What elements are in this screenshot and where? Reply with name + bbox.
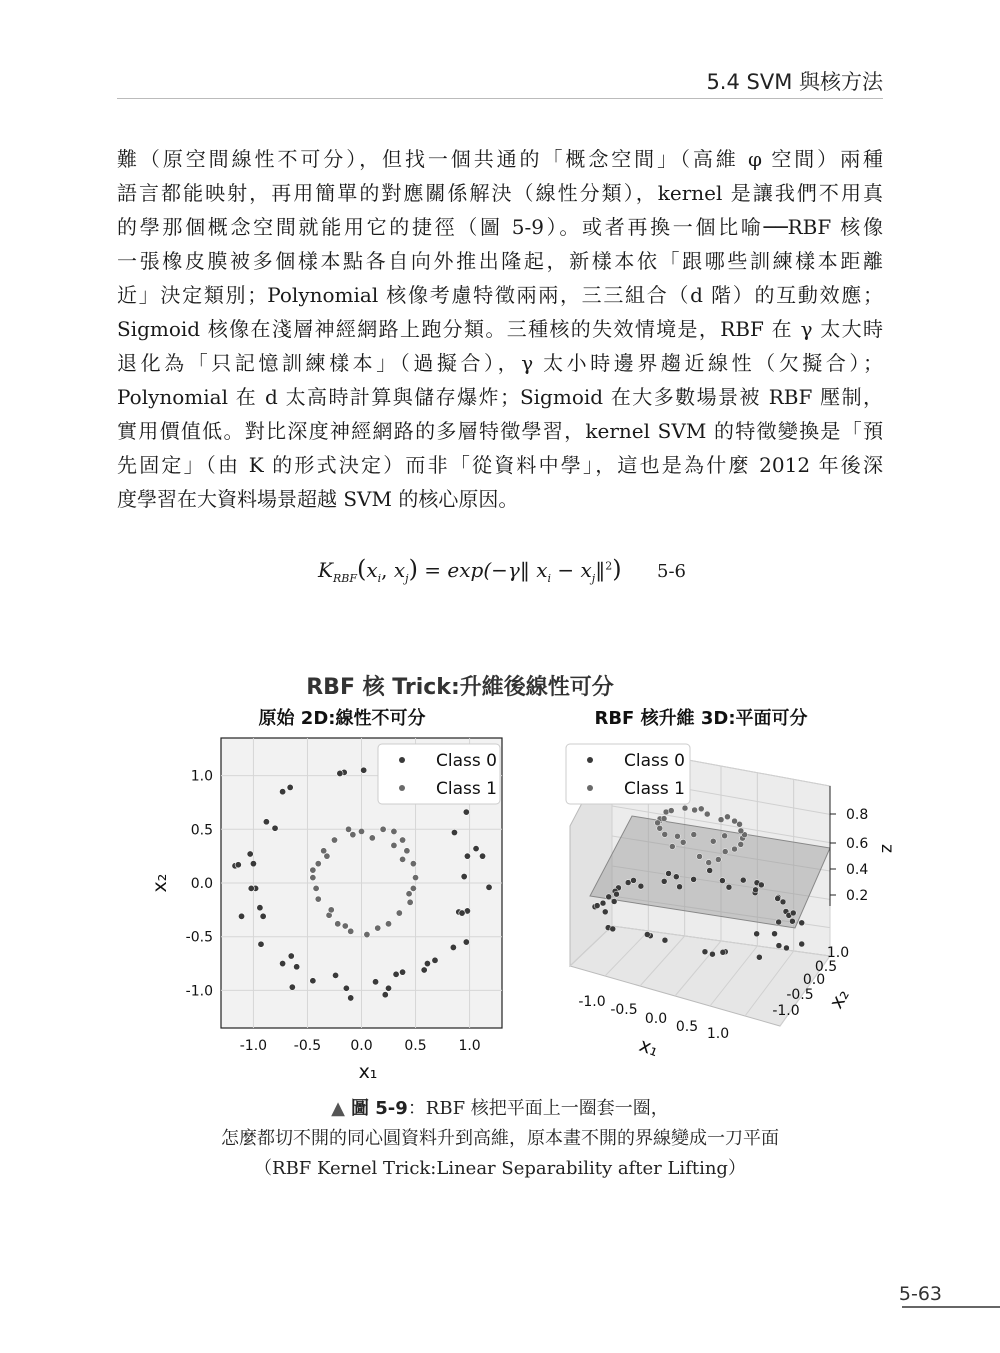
point-class-0 — [459, 910, 465, 916]
x-tick-label: 1.0 — [458, 1038, 481, 1054]
point-class-1 — [358, 828, 364, 834]
y-tick-label: -0.5 — [185, 929, 213, 946]
point-3d-class-1 — [680, 839, 686, 845]
page-number-rule — [902, 1306, 1000, 1308]
caption-text-1: ：RBF 核把平面上一圈套一圈， — [407, 1098, 669, 1119]
point-3d-class-1 — [669, 844, 675, 850]
point-class-1 — [350, 831, 356, 837]
x-tick-label-3d: -0.5 — [610, 1002, 638, 1018]
point-class-0 — [235, 862, 241, 868]
right-3d-plot — [566, 744, 897, 1061]
figure-svg — [140, 666, 897, 1086]
point-class-0 — [464, 853, 470, 859]
point-class-0 — [279, 960, 285, 966]
point-3d-class-1 — [662, 831, 668, 837]
point-class-0 — [463, 809, 469, 815]
point-class-0 — [382, 992, 388, 998]
point-3d-class-0 — [799, 941, 805, 947]
equation-rbf-kernel — [318, 555, 622, 591]
paragraph-line: 近」決定類別；Polynomial 核像考慮特徵兩兩，三三組合（d 階）的互動效應； — [117, 283, 883, 307]
left-subplot-title: 原始 2D:線性不可分 — [258, 708, 426, 729]
point-class-0 — [258, 941, 264, 947]
y-tick-label-3d: -0.5 — [786, 987, 814, 1003]
paragraph-line: 實用價值低。對比深度神經網路的多層特徵學習，kernel SVM 的特徵變換是「預 — [117, 419, 883, 443]
legend-label-class-0: Class 0 — [624, 751, 685, 771]
y-tick-label: 0.0 — [190, 876, 213, 892]
caption-line-3: （RBF Kernel Trick:Linear Separability after Lifting） — [254, 1158, 746, 1179]
point-class-1 — [335, 921, 341, 927]
point-class-1 — [404, 848, 410, 854]
triangle-icon: ▲ — [331, 1098, 346, 1119]
point-3d-class-0 — [719, 878, 725, 884]
eq-equals: = — [417, 558, 448, 582]
y-tick-label-3d: 1.0 — [826, 945, 850, 961]
point-3d-class-0 — [799, 920, 805, 926]
paragraph-line: 度學習在大資料場景超越 SVM 的核心原因。 — [117, 487, 519, 511]
eq-xi: x — [536, 558, 548, 582]
x-tick-label-3d: 0.0 — [644, 1011, 668, 1027]
point-class-0 — [332, 972, 338, 978]
point-class-0 — [310, 978, 316, 984]
point-3d-class-1 — [724, 814, 730, 820]
x-tick-label-3d: -1.0 — [578, 994, 606, 1010]
equation-number: 5-6 — [657, 561, 686, 582]
point-class-1 — [407, 899, 413, 905]
point-3d-class-1 — [661, 816, 667, 822]
point-3d-class-0 — [638, 883, 644, 889]
left-scatter-plot — [149, 738, 502, 1083]
x-tick-label-3d: 1.0 — [706, 1026, 730, 1042]
point-3d-class-1 — [655, 820, 661, 826]
point-3d-class-1 — [732, 846, 738, 852]
point-3d-class-0 — [702, 949, 708, 955]
section-title: 5.4 SVM 與核方法 — [706, 70, 883, 94]
point-class-0 — [337, 770, 343, 776]
z-tick-label: 0.6 — [846, 836, 869, 852]
point-3d-class-1 — [738, 828, 744, 834]
point-class-1 — [406, 891, 412, 897]
point-3d-class-0 — [726, 884, 732, 890]
paragraph-line: 先固定」（由 K 的形式決定）而非「從資料中學」，這也是為什麼 2012 年後深 — [117, 453, 883, 477]
point-3d-class-0 — [775, 895, 781, 901]
point-class-1 — [328, 907, 334, 913]
point-3d-class-1 — [682, 805, 688, 811]
point-class-0 — [293, 964, 299, 970]
figure-caption — [117, 1094, 883, 1184]
point-3d-class-0 — [790, 910, 796, 916]
z-tick-label: 0.8 — [846, 807, 869, 823]
eq-xj: x — [393, 558, 406, 582]
point-3d-class-0 — [740, 877, 746, 883]
point-3d-class-0 — [776, 943, 782, 949]
point-class-0 — [289, 984, 295, 990]
paragraph-line: 退化為「只記憶訓練樣本」（過擬合），γ 太小時邊界趨近線性（欠擬合）； — [117, 351, 883, 375]
point-3d-class-0 — [720, 949, 726, 955]
y-tick-label-3d: -1.0 — [772, 1003, 800, 1019]
point-class-1 — [313, 885, 319, 891]
y-tick-label: -1.0 — [185, 983, 213, 1000]
point-3d-class-0 — [754, 931, 760, 937]
point-class-0 — [288, 953, 294, 959]
point-3d-class-0 — [691, 876, 697, 882]
point-3d-class-0 — [780, 899, 786, 905]
left-legend — [378, 744, 500, 804]
eq-sub-i: i — [377, 572, 382, 585]
left-y-axis-label: x₂ — [149, 873, 171, 893]
point-class-0 — [432, 957, 438, 963]
legend-label-class-1: Class 1 — [624, 779, 685, 799]
point-3d-class-0 — [614, 891, 620, 897]
point-3d-class-0 — [602, 909, 608, 915]
point-3d-class-1 — [697, 853, 703, 859]
point-3d-class-0 — [600, 900, 606, 906]
right-z-axis-label: z — [877, 844, 897, 853]
paragraph-line: Polynomial 在 d 太高時計算與儲存爆炸；Sigmoid 在大多數場景被 RBF 壓制， — [117, 385, 883, 409]
point-class-0 — [250, 860, 256, 866]
eq-k: K — [318, 558, 333, 582]
paragraph-line: Sigmoid 核像在淺層神經網路上跑分類。三種核的失效情境是，RBF 在 γ 太大時 — [117, 317, 883, 341]
point-class-1 — [347, 928, 353, 934]
point-class-1 — [391, 842, 397, 848]
body-paragraph — [117, 142, 883, 516]
point-3d-class-0 — [709, 951, 715, 957]
eq-xi: x — [366, 558, 378, 582]
point-3d-class-1 — [657, 825, 663, 831]
point-class-0 — [473, 845, 479, 851]
point-class-1 — [399, 837, 405, 843]
point-3d-class-1 — [704, 811, 710, 817]
point-3d-class-0 — [594, 903, 600, 909]
point-3d-class-0 — [758, 882, 764, 888]
point-3d-class-1 — [722, 833, 728, 839]
y-tick-label: 0.5 — [190, 822, 213, 839]
point-class-0 — [257, 905, 263, 911]
point-class-0 — [451, 829, 457, 835]
y-tick-label-3d: 0.5 — [814, 959, 838, 975]
point-class-1 — [410, 860, 416, 866]
point-class-1 — [399, 856, 405, 862]
point-3d-class-0 — [606, 894, 612, 900]
point-class-0 — [287, 784, 293, 790]
point-3d-class-0 — [611, 898, 617, 904]
point-class-1 — [331, 837, 337, 843]
eq-minus: − — [551, 558, 581, 582]
point-class-1 — [364, 931, 370, 937]
point-3d-class-0 — [776, 919, 782, 925]
point-class-0 — [279, 789, 285, 795]
figure-5-9 — [140, 666, 897, 1086]
point-3d-class-0 — [644, 931, 650, 937]
point-3d-class-0 — [662, 937, 668, 943]
point-class-1 — [412, 874, 418, 880]
point-class-1 — [315, 860, 321, 866]
point-class-0 — [272, 825, 278, 831]
right-y-axis-label: x₂ — [825, 985, 854, 1013]
point-class-0 — [385, 985, 391, 991]
point-3d-class-0 — [789, 918, 795, 924]
point-class-0 — [247, 851, 253, 857]
left-x-axis-label: x₁ — [358, 1061, 378, 1083]
point-3d-class-1 — [691, 832, 697, 838]
point-class-0 — [360, 767, 366, 773]
point-class-1 — [410, 885, 416, 891]
point-3d-class-0 — [673, 874, 679, 880]
right-x-axis-label: x₁ — [636, 1034, 662, 1062]
point-class-1 — [375, 925, 381, 931]
point-class-1 — [380, 826, 386, 832]
point-class-0 — [372, 979, 378, 985]
point-3d-class-0 — [783, 945, 789, 951]
point-3d-class-1 — [698, 806, 704, 812]
eq-comma: , — [381, 558, 394, 582]
point-class-0 — [347, 995, 353, 1001]
eq-sub-j: j — [591, 572, 596, 585]
point-3d-class-1 — [722, 849, 728, 855]
point-class-1 — [391, 828, 397, 834]
point-class-0 — [479, 853, 485, 859]
eq-paren: ) — [408, 555, 418, 583]
caption-line-1 — [117, 1094, 883, 1124]
point-class-1 — [396, 910, 402, 916]
eq-paren: ( — [356, 555, 367, 583]
caption-line-2: 怎麼都切不開的同心圓資料升到高維，原本畫不開的界線變成一刀平面 — [221, 1128, 779, 1149]
point-3d-class-1 — [710, 838, 716, 844]
point-class-0 — [463, 939, 469, 945]
point-class-0 — [393, 971, 399, 977]
y-tick-label-3d: 0.0 — [802, 972, 826, 988]
point-3d-class-0 — [631, 877, 637, 883]
right-legend — [566, 744, 690, 804]
point-3d-class-0 — [753, 887, 759, 893]
right-subplot-title: RBF 核升維 3D:平面可分 — [594, 708, 808, 729]
point-class-1 — [369, 835, 375, 841]
point-class-0 — [248, 885, 254, 891]
x-tick-label: -0.5 — [293, 1038, 322, 1054]
eq-body-open: (−γ‖ — [483, 558, 537, 582]
point-3d-class-1 — [668, 808, 674, 814]
eq-sub-j: j — [405, 572, 409, 585]
z-tick-label: 0.2 — [846, 888, 869, 904]
point-3d-class-0 — [661, 878, 667, 884]
point-class-0 — [424, 960, 430, 966]
point-3d-class-1 — [692, 807, 698, 813]
legend-label-class-0: Class 0 — [436, 751, 497, 771]
point-3d-class-1 — [738, 841, 744, 847]
paragraph-line: 難（原空間線性不可分），但找一個共通的「概念空間」（高維 φ 空間）兩種 — [117, 147, 883, 171]
point-class-1 — [310, 874, 316, 880]
point-class-1 — [324, 853, 330, 859]
point-class-1 — [315, 896, 321, 902]
point-3d-class-0 — [610, 926, 616, 932]
point-3d-class-0 — [756, 954, 762, 960]
caption-label: 圖 5-9 — [351, 1098, 408, 1119]
point-class-0 — [343, 985, 349, 991]
point-class-0 — [421, 967, 427, 973]
point-3d-class-1 — [715, 857, 721, 863]
x-tick-label: 0.0 — [350, 1038, 373, 1054]
point-class-0 — [238, 913, 244, 919]
point-class-0 — [263, 819, 269, 825]
z-tick-label: 0.4 — [846, 862, 869, 878]
point-class-1 — [342, 923, 348, 929]
eq-xj: x — [580, 558, 592, 582]
point-class-0 — [461, 873, 467, 879]
running-header — [117, 62, 883, 99]
page-number: 5-63 — [898, 1283, 942, 1305]
legend-marker-class-1 — [587, 785, 593, 791]
point-3d-class-0 — [677, 884, 683, 890]
point-class-1 — [310, 867, 316, 873]
eq-sub-i: i — [547, 572, 552, 585]
point-3d-class-1 — [718, 817, 724, 823]
point-3d-class-0 — [707, 867, 713, 873]
point-class-1 — [345, 826, 351, 832]
figure-title: RBF 核 Trick:升維後線性可分 — [306, 675, 614, 700]
eq-paren: ) — [612, 555, 622, 583]
eq-sup-2: 2 — [605, 559, 613, 573]
point-3d-class-0 — [772, 931, 778, 937]
point-3d-class-1 — [732, 818, 738, 824]
point-3d-class-0 — [625, 880, 631, 886]
legend-marker-class-1 — [399, 785, 405, 791]
legend-marker-class-0 — [399, 757, 405, 763]
point-3d-class-0 — [666, 870, 672, 876]
paragraph-line: 一張橡皮膜被多個樣本點各自向外推出隆起，新樣本依「跟哪些訓練樣本距離 — [117, 249, 883, 273]
x-tick-label: 0.5 — [404, 1038, 427, 1054]
eq-sub-rbf: RBF — [332, 572, 357, 585]
paragraph-line: 的學那個概念空間就能用它的捷徑（圖 5-9）。或者再換一個比喻──RBF 核像 — [117, 215, 883, 239]
point-class-0 — [450, 944, 456, 950]
point-3d-class-1 — [674, 833, 680, 839]
eq-exp: exp — [447, 558, 484, 582]
paragraph-line: 語言都能映射，再用簡單的對應關係解決（線性分類），kernel 是讓我們不用真 — [117, 181, 883, 205]
legend-marker-class-0 — [587, 757, 593, 763]
x-tick-label: -1.0 — [239, 1038, 268, 1054]
y-tick-label: 1.0 — [190, 768, 213, 785]
x-tick-label-3d: 0.5 — [675, 1019, 699, 1035]
point-class-0 — [260, 913, 266, 919]
point-class-1 — [385, 921, 391, 927]
eq-norm: ‖ — [595, 558, 606, 582]
point-class-0 — [399, 969, 405, 975]
point-3d-class-1 — [706, 860, 712, 866]
legend-label-class-1: Class 1 — [436, 779, 497, 799]
point-class-0 — [486, 884, 492, 890]
